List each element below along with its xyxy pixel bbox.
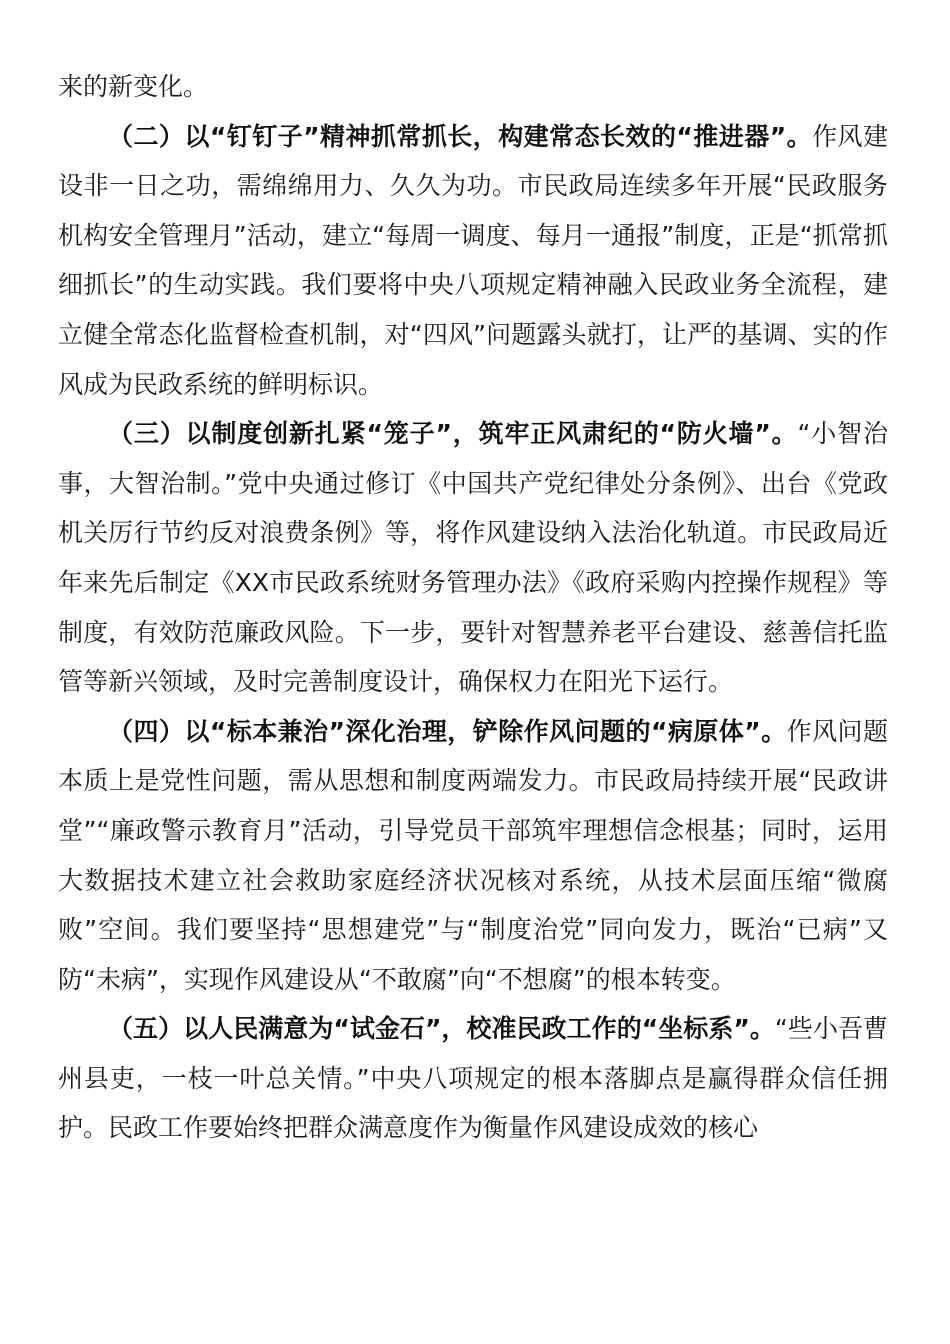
section-heading: （三）以制度创新扎紧“笼子”，筑牢正风肃纪的“防火墙”。 (108, 419, 798, 449)
paragraph-section-3 (58, 409, 888, 707)
paragraph-body: “些小吾曹州县吏，一枝一叶总关情。”中央八项规定的根本落脚点是赢得群众信任拥护。民政工作要始终把群众满意度作为衡量作风建设成效的核心 (58, 1014, 888, 1143)
paragraph-body: 作风问题本质上是党性问题，需从思想和制度两端发力。市民政局持续开展“民政讲堂”“廉政警示教育月”活动，引导党员干部筑牢理想信念根基；同时，运用大数据技术建立社会救助家庭经济状况核对系统，从技术层面压缩“微腐败”空间。我们要坚持“思想建党”与“制度治党”同向发力，既治“已病”又防“未病”，实现作风建设从“不敢腐”向“不想腐”的根本转变。 (58, 716, 888, 994)
paragraph-continuation (58, 62, 888, 112)
document-body (58, 62, 888, 1153)
section-heading: （二）以“钉钉子”精神抓常抓长，构建常态长效的“推进器”。 (108, 121, 813, 151)
paragraph-section-2 (58, 112, 888, 410)
paragraph-body: 作风建设非一日之功，需绵绵用力、久久为功。市民政局连续多年开展“民政服务机构安全管理月”活动，建立“每周一调度、每月一通报”制度，正是“抓常抓细抓长”的生动实践。我们要将中央八项规定精神融入民政业务全流程，建立健全常态化监督检查机制，对“四风”问题露头就打，让严的基调、实的作风成为民政系统的鲜明标识。 (58, 121, 888, 399)
paragraph-body: 来的新变化。 (58, 72, 209, 101)
paragraph-section-4 (58, 707, 888, 1005)
section-heading: （五）以人民满意为“试金石”，校准民政工作的“坐标系”。 (108, 1014, 775, 1044)
paragraph-body: “小智治事，大智治制。”党中央通过修订《中国共产党纪律处分条例》、出台《党政机关厉行节约反对浪费条例》等，将作风建设纳入法治化轨道。市民政局近年来先后制定《XX市民政系统财务管理办法》《政府采购内控操作规程》等制度，有效防范廉政风险。下一步，要针对智慧养老平台建设、慈善信托监管等新兴领域，及时完善制度设计，确保权力在阳光下运行。 (58, 419, 888, 697)
section-heading: （四）以“标本兼治”深化治理，铲除作风问题的“病原体”。 (108, 716, 787, 746)
paragraph-section-5 (58, 1004, 888, 1153)
